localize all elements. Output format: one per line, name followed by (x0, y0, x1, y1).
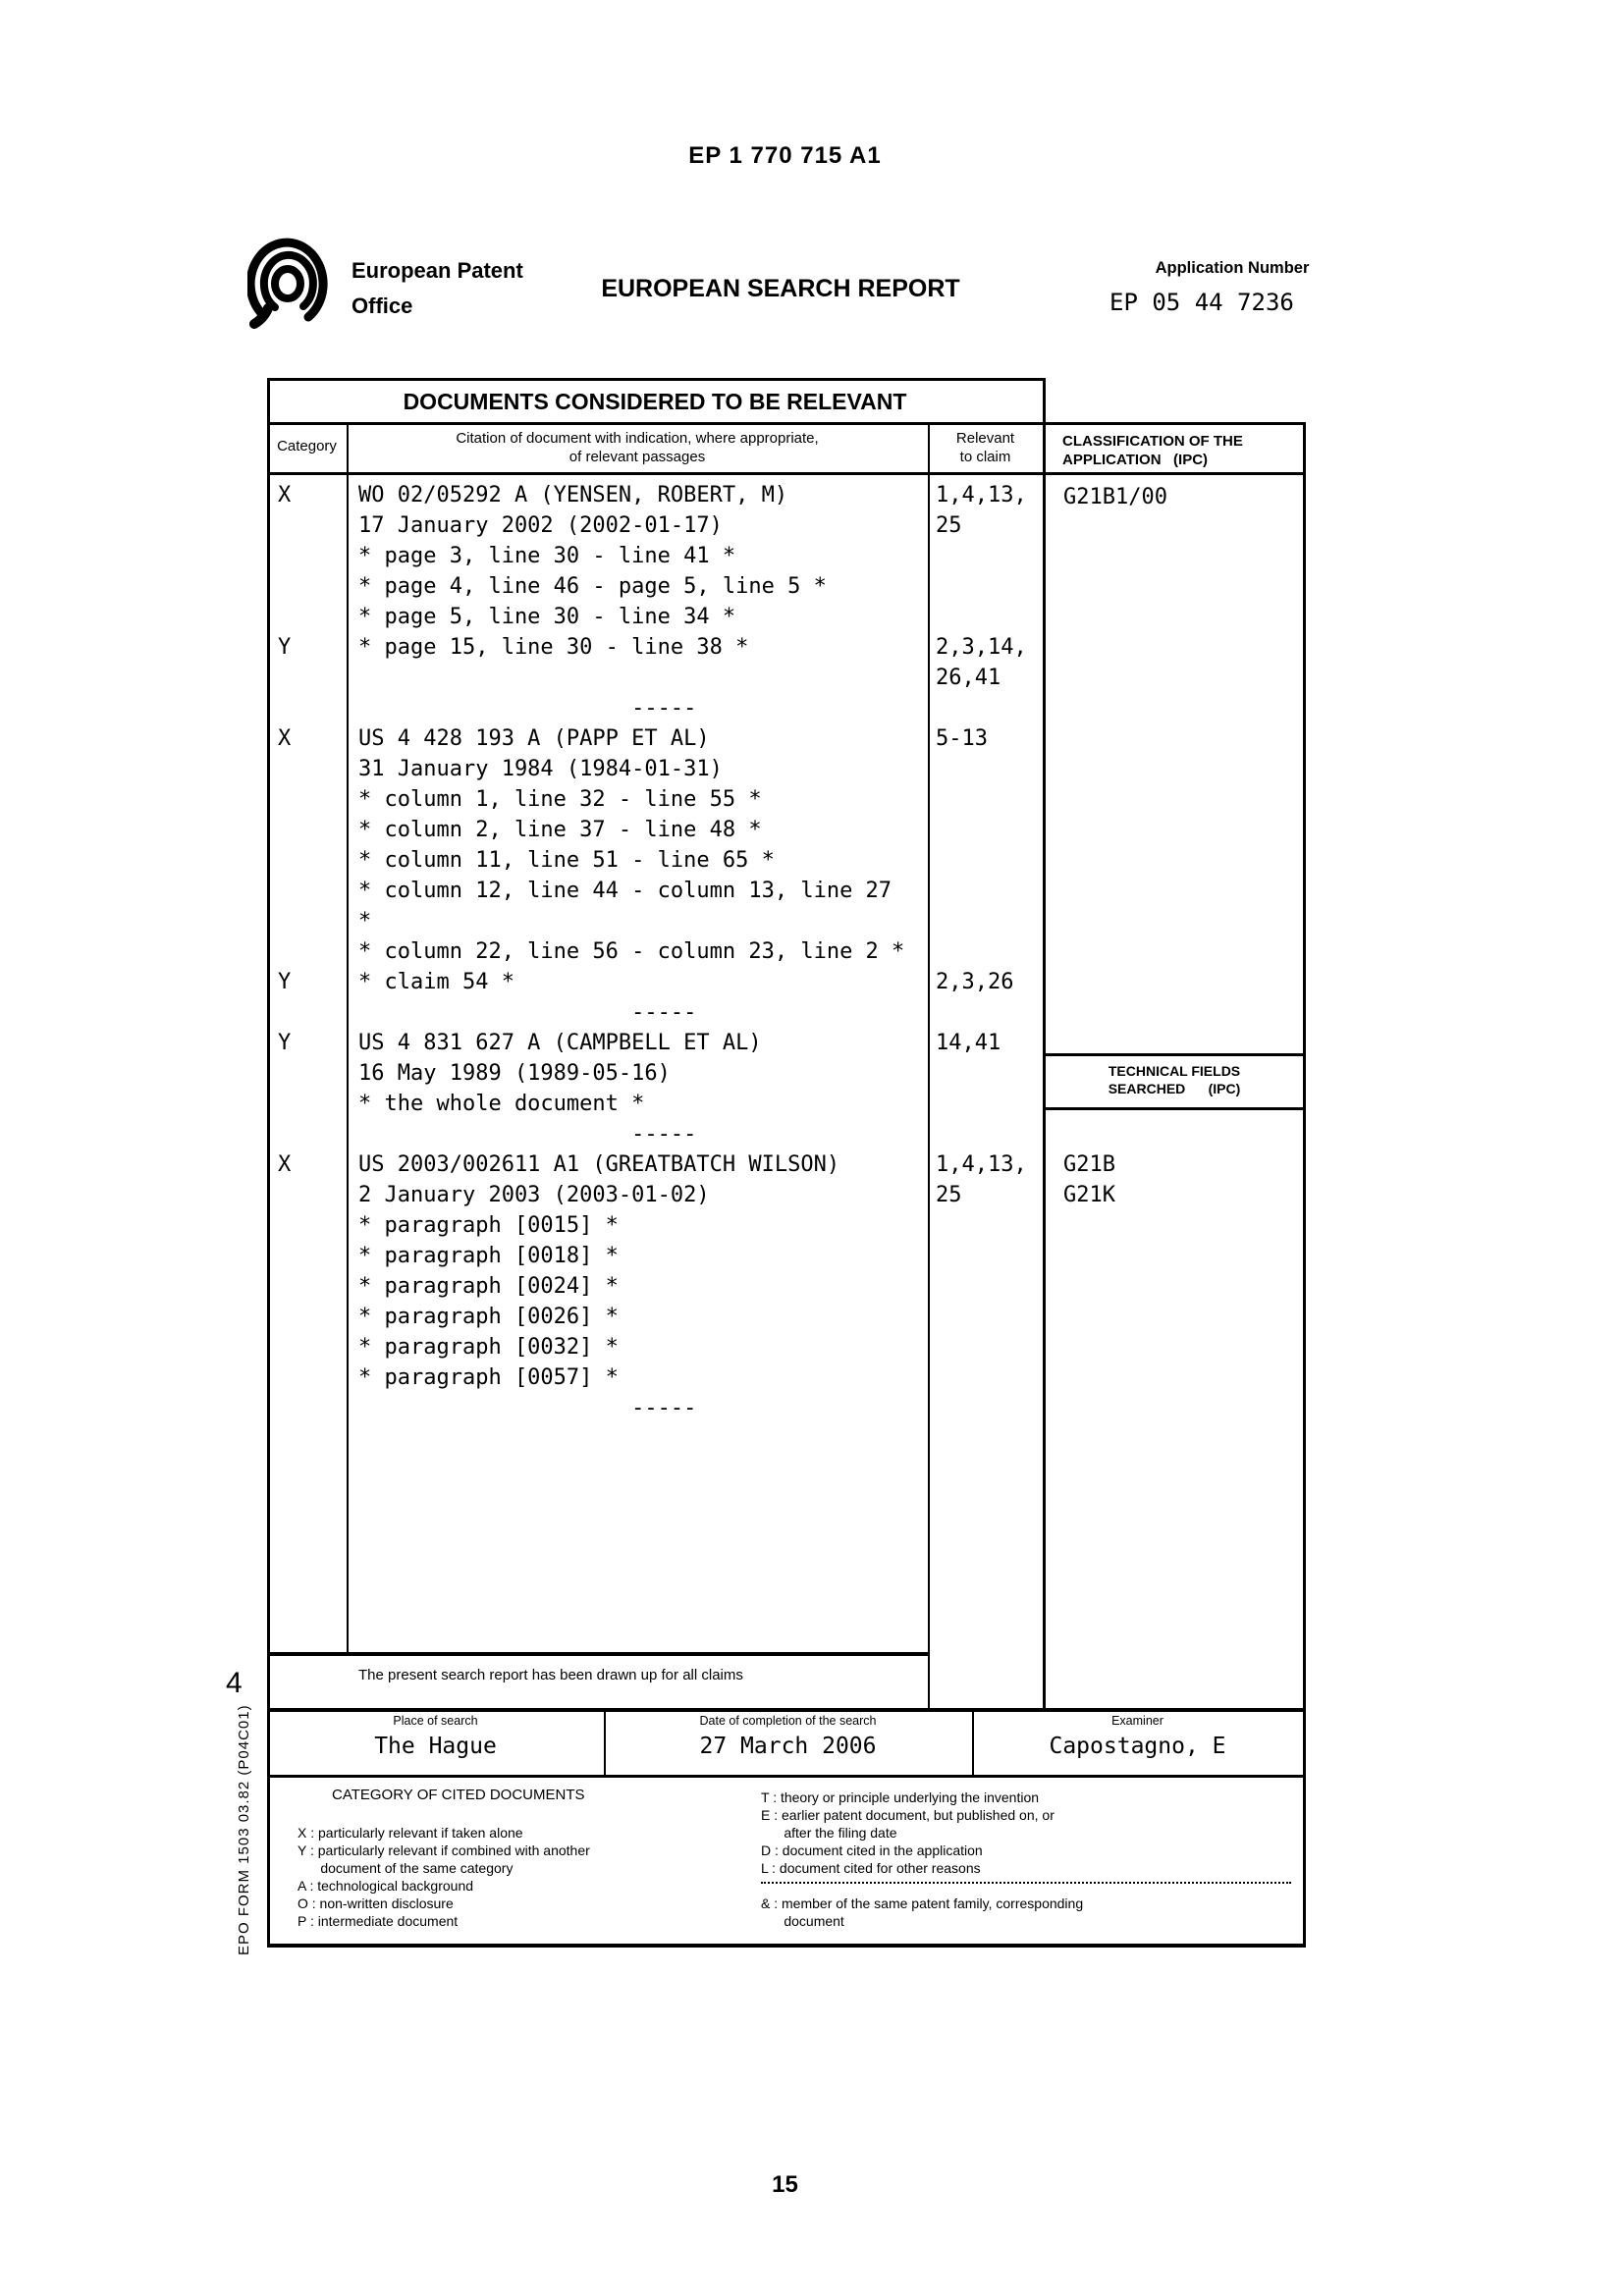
header-category: Category (277, 438, 337, 454)
header-relevant-line2: to claim (959, 449, 1011, 465)
citation-column: WO 02/05292 A (YENSEN, ROBERT, M) 17 January 2002 (2002-01-17) * page 3, line 30 - line 41 * * page 4, line 46 - page 5, line 5 * * page 5, line 30 - line 34 * * page 15, line 30 - line 38 * ----- US 4 428 193 A (PAPP ET AL) 31 January 1984 (1984-01-31) * column 1, line 32 - line 55 * * column 2, line 37 - line 48 * * column 11, line 51 - line 65 * * column 12, line 44 - column 13, line 27 * * column 22, line 56 - column 23, line 2 * * claim 54 * ----- US 4 831 627 A (CAMPBELL ET AL) 16 May 1989 (1989-05-16) * the whole document * ----- US 2003/002611 A1 (GREATBATCH WILSON) 2 January 2003 (2003-01-02) * paragraph [0015] * * paragraph [0018] * * paragraph [0024] * * paragraph [0026] * * paragraph [0032] * * paragraph [0057] * ----- (358, 483, 905, 1420)
classification-column-divider (1043, 378, 1046, 1708)
legend-left-column: X : particularly relevant if taken alone Y : particularly relevant if combined with another document of the same category A : technological background O : non-written disclosure P : intermediate document (298, 1825, 590, 1929)
legend-right-column: T : theory or principle underlying the invention E : earlier patent document, but published on, or after the filing date D : document cited in the application L : document cited for other reasons (761, 1789, 1055, 1876)
epo-logo-icon (247, 222, 336, 330)
report-title: EUROPEAN SEARCH REPORT (601, 275, 960, 302)
category-column: X Y X Y Y X (278, 483, 292, 1177)
application-number: EP 05 44 7236 (1109, 289, 1294, 316)
office-name-line1: European Patent (352, 258, 523, 283)
table-border-left (267, 378, 270, 1948)
tech-fields-values: G21B G21K (1063, 1152, 1115, 1207)
legend-row-top (267, 1775, 1306, 1778)
legend-right-column2: & : member of the same patent family, corresponding document (761, 1896, 1084, 1929)
tech-fields-label-line2: SEARCHED (IPC) (1108, 1081, 1241, 1096)
tech-fields-label-line1: TECHNICAL FIELDS (1108, 1063, 1241, 1079)
category-column-divider (347, 422, 349, 1652)
epo-form-note: EPO FORM 1503 03.82 (P04C01) (236, 1704, 252, 1955)
examiner-value: Capostagno, E (1049, 1734, 1226, 1759)
patent-number: EP 1 770 715 A1 (688, 142, 882, 169)
application-number-label: Application Number (1155, 259, 1310, 277)
header-citation-line1: Citation of document with indication, where appropriate, (456, 430, 819, 447)
header-relevant-line1: Relevant (955, 430, 1015, 447)
page-number: 15 (772, 2171, 798, 2198)
date-of-completion-label: Date of completion of the search (699, 1714, 877, 1728)
table-title: DOCUMENTS CONSIDERED TO BE RELEVANT (403, 389, 907, 414)
date-of-completion-value: 27 March 2006 (699, 1734, 877, 1759)
table-border-bottom (267, 1944, 1306, 1948)
search-footer-row-top (267, 1708, 1306, 1712)
office-name (352, 253, 523, 324)
legend-title: CATEGORY OF CITED DOCUMENTS (332, 1787, 585, 1803)
office-name-line2: Office (352, 294, 413, 318)
drawn-up-statement: The present search report has been drawn up for all claims (358, 1667, 743, 1683)
claims-column: 1,4,13, 25 2,3,14, 26,41 5-13 2,3,26 14,41 1,4,13, 25 (936, 483, 1027, 1207)
table-line-under-headers (267, 472, 1306, 475)
legend-dotted-divider (761, 1882, 1291, 1884)
tech-fields-box-top (1043, 1053, 1306, 1056)
examiner-label: Examiner (1111, 1714, 1163, 1728)
claims-column-divider (928, 422, 930, 1708)
classification-ipc-value: G21B1/00 (1063, 485, 1167, 509)
table-line-under-title (267, 422, 1306, 425)
table-border-right (1303, 422, 1306, 1948)
drawn-up-row-top (267, 1652, 930, 1656)
table-border-top (267, 378, 1046, 381)
header-classification-line2: APPLICATION (IPC) (1062, 452, 1209, 468)
place-of-search-value: The Hague (374, 1734, 497, 1759)
place-of-search-label: Place of search (393, 1714, 478, 1728)
header-classification-line1: CLASSIFICATION OF THE (1062, 433, 1243, 450)
header-citation-line2: of relevant passages (568, 449, 706, 465)
tech-fields-box-bottom (1043, 1107, 1306, 1110)
sheet-number: 4 (226, 1667, 243, 1699)
